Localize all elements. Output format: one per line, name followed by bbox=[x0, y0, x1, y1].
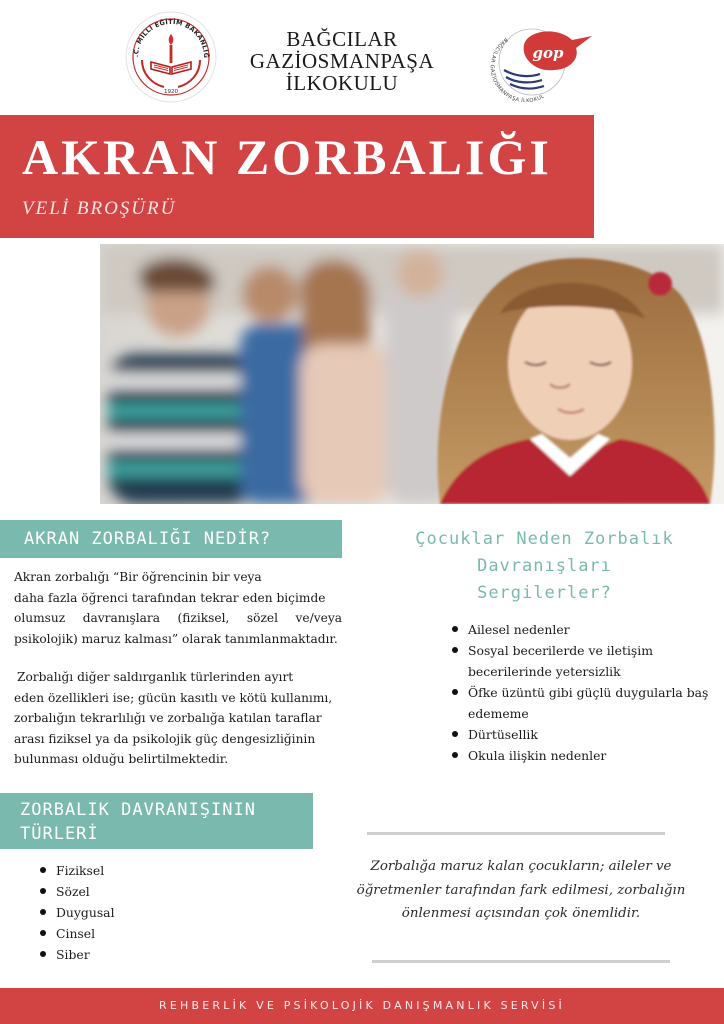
nedir-paragraph-1 bbox=[14, 567, 342, 649]
nedir-p1-line: Akran zorbalığı “Bir öğrencinin bir veya bbox=[14, 570, 262, 584]
list-item: Dürtüsellik bbox=[452, 724, 714, 745]
section-heading-neden bbox=[372, 526, 717, 607]
nedir-p2-line: arası fiziksel ya da psikolojik güç dengesizliğinin bbox=[14, 731, 316, 746]
nedir-p1-line: daha fazla öğrenci tarafından tekrar eden biçimde bbox=[14, 590, 326, 605]
page-subtitle: VELİ BROŞÜRÜ bbox=[22, 198, 177, 219]
list-item: Fiziksel bbox=[40, 860, 240, 881]
list-item: Okula ilişkin nedenler bbox=[452, 745, 714, 766]
school-name-line1: BAĞCILAR bbox=[286, 27, 398, 51]
list-item: Cinsel bbox=[40, 923, 240, 944]
nedir-p2-line: bulunması olduğu belirtilmektedir. bbox=[14, 752, 229, 766]
list-item: Ailesel nedenler bbox=[452, 619, 714, 640]
footer-text: REHBERLİK VE PSİKOLOJİK DANIŞMANLIK SERVİSİ bbox=[159, 999, 565, 1012]
list-item: Duygusal bbox=[40, 902, 240, 923]
nedir-p2-line: Zorbalığı diğer saldırganlık türlerinden ayırt bbox=[17, 670, 294, 684]
page-title: AKRAN ZORBALIĞI bbox=[22, 129, 552, 185]
neden-list bbox=[452, 619, 714, 766]
school-name bbox=[232, 28, 452, 94]
turler-heading-line: ZORBALIK DAVRANIŞININ bbox=[20, 800, 256, 820]
turler-heading-line: TÜRLERİ bbox=[20, 824, 99, 844]
school-logo-ring-text: BAĞCILAR GAZİOSMANPAŞA İLKOKUL bbox=[488, 36, 546, 102]
turler-list bbox=[40, 860, 240, 965]
list-item: Sosyal becerilerde ve iletişim becerilerinde yetersizlik bbox=[452, 640, 714, 682]
neden-heading-line: Çocuklar Neden Zorbalık bbox=[415, 529, 674, 549]
list-item: Öfke üzüntü gibi güçlü duygularla baş edememe bbox=[452, 682, 714, 724]
highlight-quote: Zorbalığa maruz kalan çocukların; aileler ve öğretmenler tarafından fark edilmesi, zorbalığın önlenmesi açısından çok önemlidir. bbox=[356, 859, 686, 921]
hero-photo bbox=[100, 244, 724, 504]
neden-heading-line: Sergilerler? bbox=[477, 583, 612, 603]
nedir-p2-line: zorbalığın tekrarlılığı ve zorbalığa katılan taraflar bbox=[14, 711, 322, 725]
list-item: Siber bbox=[40, 944, 240, 965]
meb-logo-ring-text: .C. MİLLİ EĞİTİM BAKANLIĞ bbox=[131, 17, 211, 59]
meb-logo-year: 1920 bbox=[164, 89, 178, 95]
school-logo-text: gop bbox=[532, 44, 564, 62]
quote-divider-top bbox=[367, 832, 665, 835]
nedir-paragraph-2 bbox=[14, 667, 342, 770]
nedir-p1-line: olumsuz davranışlara (fiziksel, sözel ve/veya bbox=[14, 611, 342, 625]
neden-heading-line: Davranışları bbox=[477, 556, 612, 576]
school-name-line3: İLKOKULU bbox=[285, 71, 399, 95]
section-heading-nedir: AKRAN ZORBALIĞI NEDİR? bbox=[0, 520, 342, 558]
school-logo bbox=[488, 18, 598, 102]
nedir-p2-line: eden özellikleri ise; gücün kasıtlı ve kötü kullanımı, bbox=[14, 690, 333, 705]
list-item: Sözel bbox=[40, 881, 240, 902]
meb-logo bbox=[124, 10, 218, 104]
quote-divider-bottom bbox=[372, 960, 670, 963]
section-heading-turler bbox=[0, 793, 313, 849]
nedir-p1-line: psikolojik) maruz kalması” olarak tanımlanmaktadır. bbox=[14, 631, 338, 646]
school-name-line2: GAZİOSMANPAŞA bbox=[249, 49, 435, 73]
